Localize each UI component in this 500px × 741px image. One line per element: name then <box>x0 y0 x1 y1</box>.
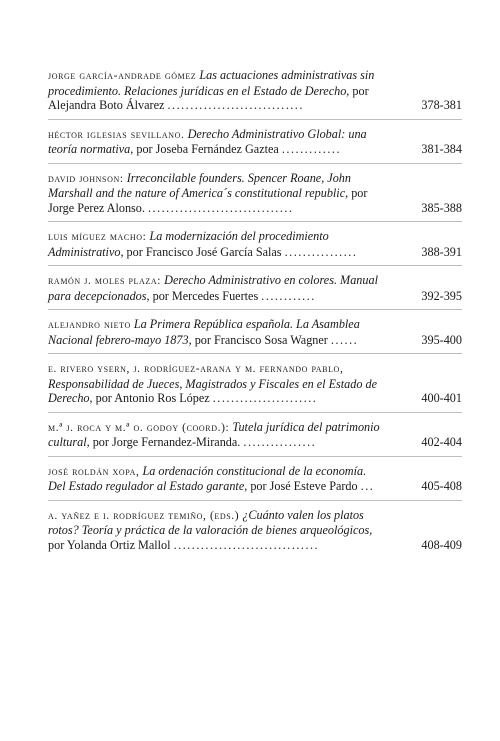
entry-author: e. rivero ysern, j. rodríguez-arana y m. fernando pablo, <box>48 363 344 375</box>
entry-reviewer: por Jorge Perez Alonso. <box>48 186 368 215</box>
entry-pages: 400-401 <box>421 391 462 405</box>
entry-title: La ordenación constitucional de la economía. Del Estado regulador al Estado garante, <box>48 463 367 493</box>
toc-entry <box>48 317 462 354</box>
entry-author: jorge garcía-andrade gómez <box>48 70 197 82</box>
entry-author: a. yañez e i. rodríguez temiño, (eds.) <box>48 509 240 522</box>
toc-entry <box>48 420 462 457</box>
entry-reviewer: por Jorge Fernandez-Miranda. <box>89 435 244 449</box>
entry-pages: 385-388 <box>421 200 462 215</box>
entry-pages: 408-409 <box>421 537 462 552</box>
entry-author: luis míguez macho: <box>48 231 147 243</box>
dot-leader: ................ <box>243 435 317 449</box>
dot-leader: ...... <box>330 332 359 347</box>
entry-title: La Primera República española. La Asamblea Nacional febrero-mayo 1873, <box>48 317 360 347</box>
entry-author: héctor iglesias sevillano. <box>48 128 185 141</box>
dot-leader: ................................ <box>147 200 294 215</box>
dot-leader: ............ <box>261 288 316 303</box>
entry-title: ¿Cuánto valen los platos rotos? Teoría y práctica de la valoración de bienes arqueológicos, <box>48 507 373 537</box>
entry-title: La modernización del procedimiento Administrativo, <box>48 229 329 259</box>
entry-title: Las actuaciones administrativas sin procedimiento. Relaciones jurídicas en el Estado de Derecho, <box>48 68 375 98</box>
toc-entry <box>48 229 462 266</box>
dot-leader: ... <box>360 479 375 493</box>
entry-reviewer: por Alejandra Boto Álvarez <box>48 83 369 112</box>
toc-entry <box>48 273 462 310</box>
entry-reviewer: por Yolanda Ortiz Mallol <box>48 537 174 552</box>
entry-reviewer: por Mercedes Fuertes <box>149 288 262 303</box>
entry-reviewer: por José Esteve Pardo <box>247 479 361 493</box>
entry-author: josé roldán xopa, <box>48 465 140 478</box>
entry-author: david johnson: <box>48 172 124 185</box>
toc-entry <box>48 68 462 120</box>
entry-reviewer: por Joseba Fernández Gaztea <box>133 142 282 156</box>
entry-title: Derecho Administrativo en colores. Manual para decepcionados, <box>48 273 378 303</box>
dot-leader: .............................. <box>167 98 304 112</box>
entry-title: Irreconcilable founders. Spencer Roane, John Marshall and the nature of America´s constitutional republic, <box>48 170 351 200</box>
entry-pages: 381-384 <box>421 142 462 156</box>
entry-reviewer: por Francisco Sosa Wagner <box>191 332 331 347</box>
toc-entry <box>48 464 462 501</box>
entry-author: m.ª j. roca y m.ª o. godoy (coord.): <box>48 421 230 434</box>
toc-entry <box>48 508 462 559</box>
entry-title: Tutela jurídica del patrimonio cultural, <box>48 419 380 449</box>
table-of-contents <box>48 68 462 565</box>
entry-reviewer: por Antonio Ros López <box>92 391 213 405</box>
entry-title: Derecho Administrativo Global: una teoría normativa, <box>48 126 367 156</box>
entry-pages: 405-408 <box>421 479 462 493</box>
entry-author: ramón j. moles plaza: <box>48 275 162 287</box>
toc-entry <box>48 127 462 164</box>
entry-pages: 378-381 <box>421 98 462 112</box>
entry-pages: 402-404 <box>421 435 462 449</box>
entry-author: alejandro nieto <box>48 319 131 331</box>
dot-leader: ....................... <box>212 391 318 405</box>
entry-pages: 395-400 <box>421 332 462 347</box>
entry-title: Responsabilidad de Jueces, Magistrados y Fiscales en el Estado de Derecho, <box>48 376 377 405</box>
toc-entry <box>48 171 462 223</box>
entry-pages: 392-395 <box>421 288 462 303</box>
entry-pages: 388-391 <box>421 244 462 259</box>
toc-entry <box>48 361 462 413</box>
dot-leader: ................ <box>284 244 358 259</box>
entry-reviewer: por Francisco José García Salas <box>123 244 285 259</box>
dot-leader: ................................ <box>173 537 320 552</box>
dot-leader: ............. <box>281 142 341 156</box>
